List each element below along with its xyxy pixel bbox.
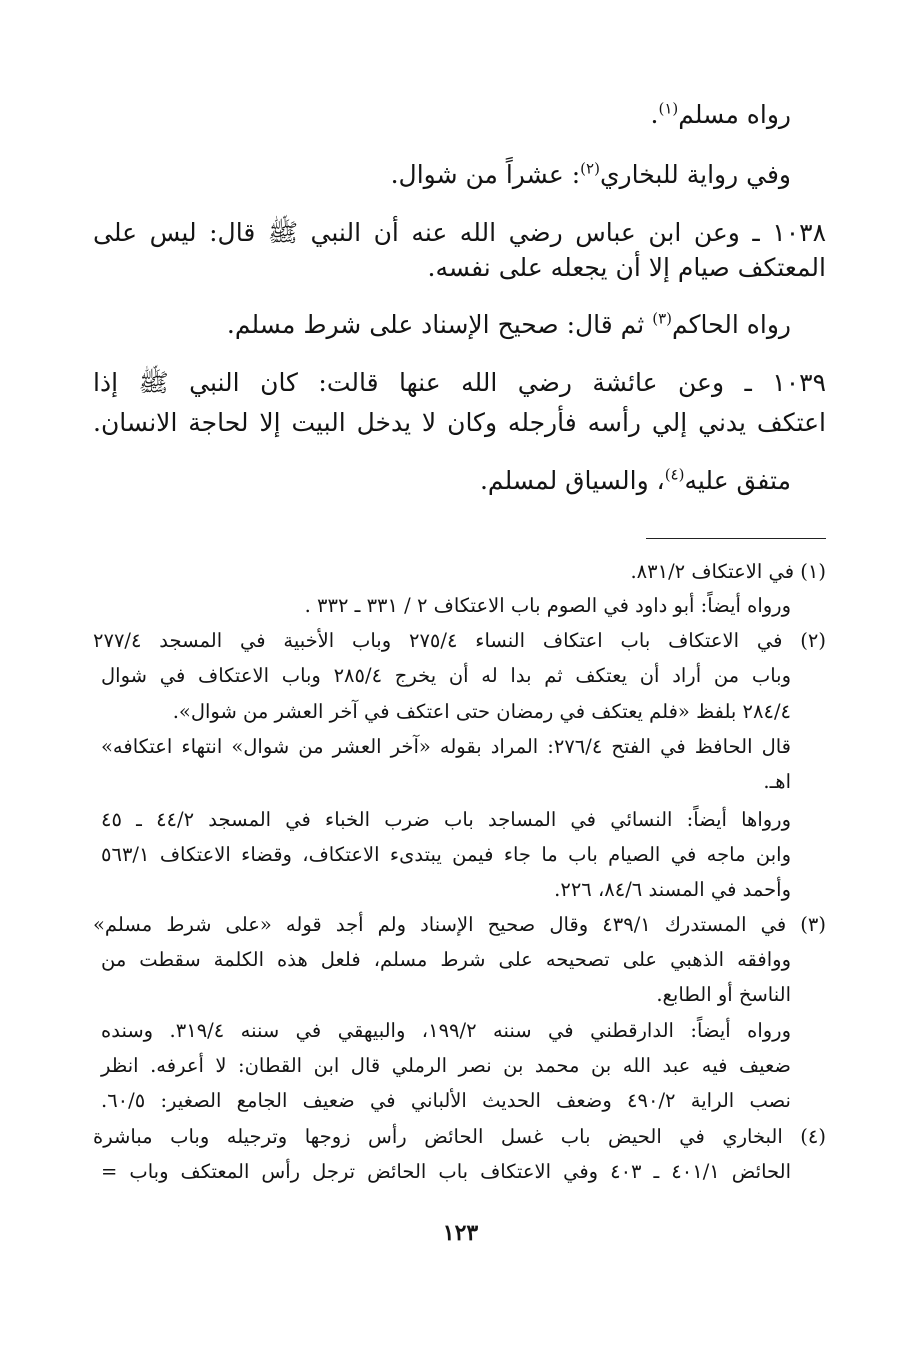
page-number: ١٢٣ [442, 1220, 479, 1246]
footnote-ref-2[interactable]: (٢) [580, 159, 600, 178]
text-segment: : عشراً من شوال. [390, 160, 581, 189]
footnote-ref-4[interactable]: (٤) [664, 465, 685, 484]
footnote-3: (٣) في المستدرك ٤٣٩/١ وقال صحيح الإسناد ولم أجد قوله «على شرط مسلم» [93, 913, 826, 936]
text-segment: وفي رواية للبخاري [599, 160, 791, 189]
footnote-line: وأحمد في المسند ٨٤/٦، ٢٢٦. [554, 878, 791, 901]
footnote-line: الحائض ٤٠١/١ ـ ٤٠٣ وفي الاعتكاف باب الحائض ترجل رأس المعتكف وباب = [101, 1160, 791, 1183]
footnote-line: ورواها أيضاً: النسائي في المساجد باب ضرب الخباء في المسجد ٤٤/٢ ـ ٤٥ [101, 808, 791, 831]
footnote-line: اهـ. [763, 770, 791, 793]
text-segment: . [650, 100, 659, 129]
hadith-1039-line-2: اعتكف يدني إلي رأسه فأرجله وكان لا يدخل البيت إلا لحاجة الانسان. [93, 408, 826, 437]
footnote-line: قال الحافظ في الفتح ٢٧٦/٤: المراد بقوله «آخر العشر من شوال» انتهاء اعتكافه» [101, 735, 791, 758]
main-line-1 [650, 99, 791, 129]
footnote-1: (١) في الاعتكاف ٨٣١/٢. [630, 560, 826, 583]
footnote-line: ورواه أيضاً: أبو داود في الصوم باب الاعتكاف ٢ / ٣٣١ ـ ٣٣٢ . [304, 594, 791, 617]
text-segment: رواه الحاكم [672, 310, 791, 339]
main-line-5 [226, 309, 791, 339]
hadith-1039-line-1: ١٠٣٩ ـ وعن عائشة رضي الله عنها قالت: كان النبي ﷺ إذا [93, 368, 826, 397]
footnote-line: ووافقه الذهبي على تصحيحه على شرط مسلم، فلعل هذه الكلمة سقطت من [101, 948, 791, 971]
text-segment: متفق عليه [684, 466, 791, 495]
footnote-line: وابن ماجه في الصيام باب ما جاء فيمن يبتدىء الاعتكاف، وقضاء الاعتكاف ٥٦٣/١ [101, 843, 791, 866]
hadith-1038-line-2: المعتكف صيام إلا أن يجعله على نفسه. [427, 253, 826, 282]
footnote-2: (٢) في الاعتكاف باب اعتكاف النساء ٢٧٥/٤ وباب الأخبية في المسجد ٢٧٧/٤ [93, 629, 826, 652]
footnote-ref-3[interactable]: (٣) [652, 309, 672, 328]
footnote-line: ٢٨٤/٤ بلفظ «فلم يعتكف في رمضان حتى اعتكف في آخر العشر من شوال». [172, 700, 791, 723]
text-segment: ثم قال: صحيح الإسناد على شرط مسلم. [226, 310, 653, 339]
main-line-8 [479, 465, 791, 495]
footnote-line: وباب من أراد أن يعتكف ثم بدا له أن يخرج ٢٨٥/٤ وباب الاعتكاف في شوال [101, 664, 791, 687]
footnote-line: الناسخ أو الطابع. [656, 983, 791, 1006]
hadith-1038-line-1: ١٠٣٨ ـ وعن ابن عباس رضي الله عنه أن النبي ﷺ قال: ليس على [93, 218, 826, 247]
footnote-line: ضعيف فيه عبد الله بن محمد بن نصر الرملي قال ابن القطان: لا أعرفه. انظر [101, 1054, 791, 1077]
footnote-line: نصب الراية ٤٩٠/٢ وضعف الحديث الألباني في ضعيف الجامع الصغير: ٦٠/٥. [101, 1089, 791, 1112]
footnote-separator [646, 538, 826, 539]
footnote-ref-1[interactable]: (١) [658, 99, 679, 118]
main-line-2 [390, 159, 791, 189]
text-segment: ، والسياق لمسلم. [479, 466, 665, 495]
footnote-4: (٤) البخاري في الحيض باب غسل الحائض رأس زوجها وترجيله وباب مباشرة [93, 1125, 826, 1148]
footnote-line: ورواه أيضاً: الدارقطني في سننه ١٩٩/٢، والبيهقي في سننه ٣١٩/٤. وسنده [101, 1019, 792, 1042]
text-segment: رواه مسلم [678, 100, 791, 129]
